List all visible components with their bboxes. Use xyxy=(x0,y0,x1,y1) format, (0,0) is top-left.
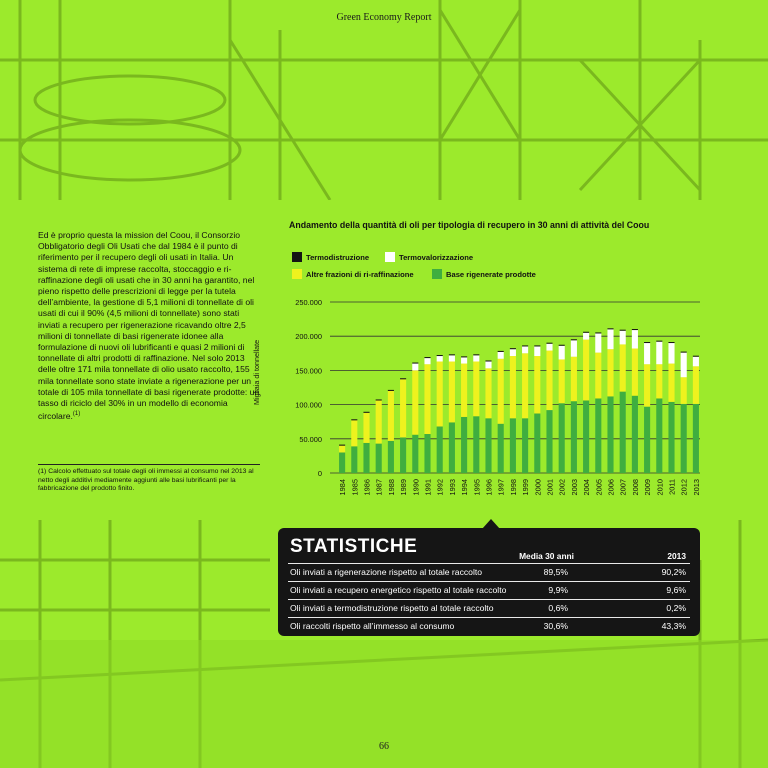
bar-segment xyxy=(510,418,516,473)
bar-segment xyxy=(620,330,626,331)
x-tick-label: 2003 xyxy=(569,479,579,496)
bar-segment xyxy=(644,342,650,343)
x-tick-label: 2006 xyxy=(606,479,616,496)
stats-row-avg: 9,9% xyxy=(548,585,568,595)
bar-segment xyxy=(546,410,552,473)
stats-row-avg: 30,6% xyxy=(543,621,568,631)
stats-row-label: Oli inviati a rigenerazione rispetto al totale raccolto xyxy=(290,567,483,577)
bar-segment xyxy=(656,341,662,342)
stats-col-media: Media 30 anni xyxy=(519,551,574,561)
bar-segment xyxy=(559,345,565,346)
bar-segment xyxy=(571,401,577,473)
bar-segment xyxy=(693,356,699,357)
x-tick-label: 2005 xyxy=(594,479,604,496)
bar-segment xyxy=(522,346,528,353)
bar-segment xyxy=(583,400,589,473)
y-tick-label: 100.000 xyxy=(295,400,322,410)
bar-segment xyxy=(437,426,443,473)
stats-row xyxy=(288,563,690,581)
stats-col-2013: 2013 xyxy=(667,551,686,561)
x-tick-label: 1997 xyxy=(496,479,506,496)
bar-segment xyxy=(498,352,504,359)
bar-segment xyxy=(546,344,552,351)
bar-segment xyxy=(376,400,382,443)
bar-segment xyxy=(461,364,467,417)
bar-segment xyxy=(339,446,345,453)
bar-segment xyxy=(595,333,601,352)
stats-panel xyxy=(278,528,700,636)
bar-segment xyxy=(473,354,479,355)
bar-segment xyxy=(449,422,455,473)
bar-segment xyxy=(620,392,626,473)
bar-segment xyxy=(363,413,369,443)
bar-segment xyxy=(400,437,406,473)
y-tick-label: 0 xyxy=(317,469,322,478)
bar-segment xyxy=(546,343,552,344)
bar-segment xyxy=(668,364,674,402)
bar-segment xyxy=(693,404,699,473)
bar-segment xyxy=(668,343,674,364)
bar-segment xyxy=(412,370,418,434)
x-tick-label: 2009 xyxy=(643,479,653,496)
bar-segment xyxy=(595,398,601,473)
bar-segment xyxy=(571,339,577,340)
x-tick-label: 2012 xyxy=(679,479,689,496)
bar-segment xyxy=(681,352,687,353)
x-tick-label: 2004 xyxy=(582,479,592,496)
bar-segment xyxy=(400,379,406,437)
header-title: Green Economy Report xyxy=(336,12,432,23)
x-tick-label: 1985 xyxy=(350,479,360,496)
bar-segment xyxy=(449,354,455,355)
stats-row-label: Oli inviati a termodistruzione rispetto al totale raccolto xyxy=(290,603,494,613)
stats-row-avg: 89,5% xyxy=(543,567,568,577)
bar-segment xyxy=(473,355,479,361)
bar-segment xyxy=(595,332,601,333)
x-tick-label: 1986 xyxy=(362,479,372,496)
bar-segment xyxy=(571,340,577,356)
x-tick-label: 1988 xyxy=(386,479,396,496)
page-number: 66 xyxy=(379,741,389,752)
y-tick-label: 200.000 xyxy=(295,332,322,342)
x-tick-label: 1984 xyxy=(338,479,348,496)
body-paragraph-text: Ed è proprio questa la mission del Coou, il Consorzio Obbligatorio degli Oli Usati che dal 1984 è il punto di riferimento per il recupero degli oli usati in Italia. Un sistema di rete di imprese raccolta, stoccaggio e ri-raffinazione degli oli usati che in 30 anni ha garantito, nel pieno rispetto delle prescrizioni di legge per la tutela dell’ambiente, la gestione di 5,1 milioni di tonnellate di oli usati di cui il 90% (4,5 milioni di tonnellate) sono stati inviati a recupero per rigenerazione ricavando oltre 2,5 milioni di tonnellate di basi rigenerate idonee alla formulazione di nuovi oli lubrificanti e quasi 2 milioni di tonnellate di altri prodotti di raffinazione. Nel solo 2013 delle oltre 171 mila tonnellate di olio usato raccolto, 155 mila tonnellate sono state inviate a rigenerazione per un totale di 105 mila tonnellate di basi rigenerate prodotte: un tasso di riciclo del 30% in un modello di economia circolare. xyxy=(38,230,260,422)
bar-segment xyxy=(534,356,540,413)
bar-segment xyxy=(424,434,430,473)
bar-segment xyxy=(351,419,357,420)
bar-segment xyxy=(437,356,443,361)
bar-segment xyxy=(485,360,491,361)
stats-header-row xyxy=(288,551,690,563)
stats-row-label: Oli inviati a recupero energetico rispetto al totale raccolto xyxy=(290,585,507,595)
stats-row xyxy=(288,599,690,617)
bar-segment xyxy=(583,333,589,340)
legend-label-termodistruzione: Termodistruzione xyxy=(306,253,370,262)
bar-segment xyxy=(498,351,504,352)
bar-segment xyxy=(668,342,674,343)
stats-row xyxy=(288,617,690,635)
bar-segment xyxy=(412,363,418,364)
bar-segment xyxy=(351,420,357,446)
y-tick-label: 150.000 xyxy=(295,366,322,376)
x-tick-label: 1999 xyxy=(521,479,531,496)
bar-segment xyxy=(498,359,504,424)
x-tick-label: 2001 xyxy=(545,479,555,496)
bar-segment xyxy=(400,378,406,379)
bar-segment xyxy=(656,398,662,473)
x-tick-label: 1987 xyxy=(374,479,384,496)
bar-segment xyxy=(485,368,491,418)
bar-segment xyxy=(656,364,662,398)
bar-segment xyxy=(681,377,687,404)
bar-segment xyxy=(522,418,528,473)
bar-segment xyxy=(510,348,516,349)
bar-segment xyxy=(510,349,516,356)
chart-title: Andamento della quantità di oli per tipologia di recupero in 30 anni di attività del Coou xyxy=(289,220,650,230)
bar-segment xyxy=(412,435,418,473)
bar-segment xyxy=(656,342,662,365)
bar-segment xyxy=(668,402,674,473)
x-tick-label: 1993 xyxy=(447,479,457,496)
bar-segment xyxy=(376,399,382,400)
bar-segment xyxy=(461,357,467,363)
bar-segment xyxy=(522,353,528,418)
bar-segment xyxy=(620,344,626,391)
bar-segment xyxy=(607,349,613,396)
bar-segment xyxy=(424,357,430,358)
bar-segment xyxy=(620,331,626,345)
bar-segment xyxy=(522,345,528,346)
bar-segment xyxy=(583,340,589,401)
bar-segment xyxy=(632,396,638,473)
stats-row xyxy=(288,581,690,599)
x-tick-label: 2000 xyxy=(533,479,543,496)
x-tick-label: 1992 xyxy=(435,479,445,496)
x-tick-label: 1991 xyxy=(423,479,433,496)
bar-segment xyxy=(571,357,577,401)
bar-segment xyxy=(559,346,565,360)
bar-segment xyxy=(363,412,369,413)
x-tick-label: 1990 xyxy=(411,479,421,496)
x-tick-label: 1989 xyxy=(399,479,409,496)
bar-segment xyxy=(388,441,394,473)
stats-row-2013: 0,2% xyxy=(666,603,686,613)
stats-row-2013: 43,3% xyxy=(661,621,686,631)
bar-segment xyxy=(351,446,357,473)
x-tick-label: 1996 xyxy=(484,479,494,496)
bar-segment xyxy=(607,328,613,329)
y-tick-label: 250.000 xyxy=(295,298,322,307)
bar-segment xyxy=(510,356,516,418)
x-tick-label: 2013 xyxy=(691,479,701,496)
legend-label-termovalorizzazione: Termovalorizzazione xyxy=(399,253,474,262)
bar-segment xyxy=(412,364,418,371)
bar-segment xyxy=(595,353,601,399)
bar-segment xyxy=(559,403,565,473)
bar-segment xyxy=(632,329,638,330)
x-tick-label: 2010 xyxy=(655,479,665,496)
bar-segment xyxy=(437,362,443,427)
x-tick-label: 1995 xyxy=(472,479,482,496)
bar-segment xyxy=(473,416,479,473)
bar-segment xyxy=(583,332,589,333)
legend-label-base-rigenerate: Base rigenerate prodotte xyxy=(446,270,536,279)
x-tick-label: 1994 xyxy=(460,479,470,496)
bar-segment xyxy=(607,329,613,349)
bar-segment xyxy=(534,413,540,473)
footnote-marker: (1) xyxy=(72,411,81,418)
bar-segment xyxy=(473,362,479,417)
bar-segment xyxy=(339,445,345,446)
chart-y-axis-label: Migliaia di tonnellate xyxy=(252,339,261,405)
bar-segment xyxy=(546,351,552,411)
bar-segment xyxy=(461,356,467,357)
footnote: (1) Calcolo effettuato sul totale degli oli immessi al consumo nel 2013 al netto degli additivi mediamente aggiunti alle basi lubrificanti per la fabbricazione del prodotto finito. xyxy=(38,464,260,494)
bar-segment xyxy=(485,418,491,473)
bar-segment xyxy=(449,362,455,423)
bar-segment xyxy=(424,364,430,434)
bar-segment xyxy=(644,364,650,406)
bar-segment xyxy=(498,424,504,473)
x-tick-label: 1998 xyxy=(508,479,518,496)
bar-segment xyxy=(681,353,687,378)
stats-table xyxy=(288,551,690,635)
bar-segment xyxy=(607,396,613,473)
x-tick-label: 2002 xyxy=(557,479,567,496)
stats-title: STATISTICHE xyxy=(290,536,418,557)
bar-segment xyxy=(681,404,687,473)
bar-segment xyxy=(461,417,467,473)
bar-segment xyxy=(693,366,699,404)
bar-segment xyxy=(388,390,394,391)
x-tick-label: 2008 xyxy=(630,479,640,496)
bar-segment xyxy=(485,362,491,369)
bar-segment xyxy=(437,355,443,356)
bar-segment xyxy=(632,330,638,348)
legend-label-altre-frazioni: Altre frazioni di ri-raffinazione xyxy=(306,270,414,279)
bar-segment xyxy=(534,346,540,356)
bar-segment xyxy=(376,444,382,473)
bar-segment xyxy=(339,452,345,473)
y-tick-label: 50.000 xyxy=(299,434,322,444)
bar-segment xyxy=(559,359,565,403)
bar-segment xyxy=(644,343,650,364)
bar-segment xyxy=(693,357,699,367)
stats-row-avg: 0,6% xyxy=(548,603,568,613)
bar-segment xyxy=(363,443,369,473)
bar-segment xyxy=(424,358,430,364)
bar-segment xyxy=(534,345,540,346)
stats-row-2013: 90,2% xyxy=(661,567,686,577)
bar-segment xyxy=(388,391,394,441)
stats-row-2013: 9,6% xyxy=(666,585,686,595)
bar-segment xyxy=(632,349,638,396)
bar-segment xyxy=(449,355,455,361)
bar-segment xyxy=(644,407,650,473)
x-tick-label: 2011 xyxy=(667,479,677,495)
stats-row-label: Oli raccolti rispetto all’immesso al consumo xyxy=(290,621,455,631)
x-tick-label: 2007 xyxy=(618,479,628,496)
